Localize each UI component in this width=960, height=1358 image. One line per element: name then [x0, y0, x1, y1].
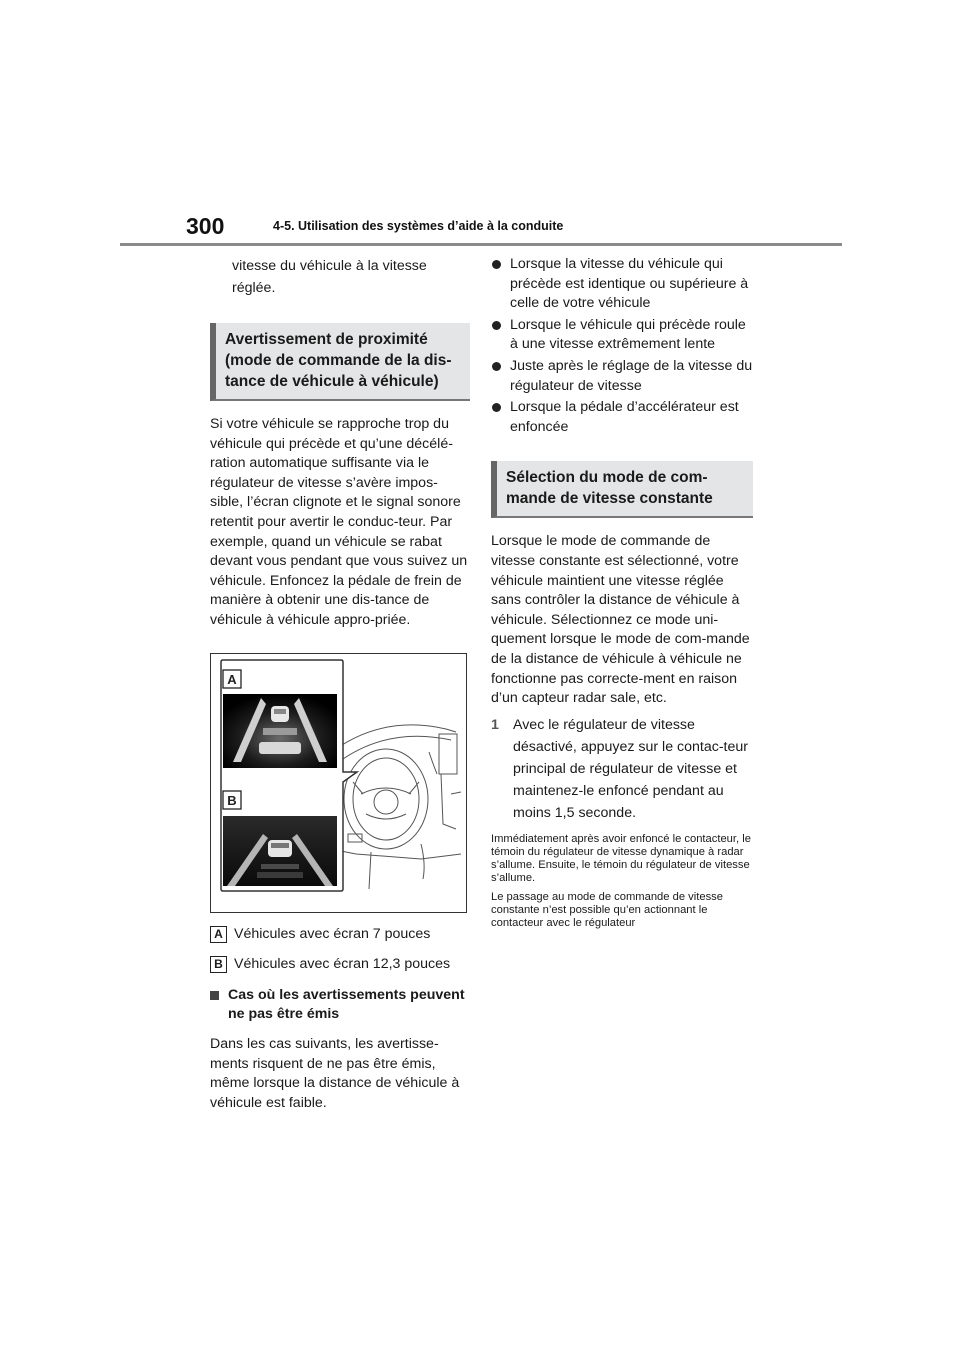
legend-text-b: Véhicules avec écran 12,3 pouces [234, 956, 451, 973]
figure-label-a: A [227, 671, 237, 687]
legend-row-a [210, 925, 470, 945]
list-item: Lorsque le véhicule qui précède roule à une vitesse extrêmement lente [491, 316, 753, 355]
subheading-warnings-not-issued [210, 986, 470, 1025]
constant-speed-paragraph: Lorsque le mode de commande de vitesse constante est sélectionné, votre véhicule maintient une vitesse réglée sans contrôler la distance de véhicule à véhicule. Sélectionnez ce mode uni-quement lorsque le mode de com-mande de la distance de véhicule à véhicule ne fonctionne pas correcte-ment en raison d’un capteur radar sale, etc. [491, 533, 750, 707]
legend-row-b [210, 955, 470, 975]
conditions-list [491, 255, 753, 437]
heading-proximity-warning: Avertissement de proximité (mode de commande de la dis-tance de véhicule à véhicule) [210, 323, 470, 401]
left-column [210, 255, 470, 1113]
list-item: Juste après le réglage de la vitesse du régulateur de vitesse [491, 357, 753, 396]
figure-label-b: B [227, 792, 237, 808]
legend-badge-b: B [210, 956, 227, 973]
heading-constant-speed-mode: Sélection du mode de com-mande de vitesse constante [491, 461, 753, 518]
warnings-paragraph: Dans les cas suivants, les avertisse-ments risquent de ne pas être émis, même lorsque la distance de véhicule à véhicule est faible. [210, 1035, 460, 1111]
list-item: Lorsque la pédale d’accélérateur est enfoncée [491, 398, 753, 437]
note-switch: Le passage au mode de commande de vitesse constante n’est possible qu’en actionnant le contacteur avec le régulateur [491, 890, 723, 929]
subheading-text: Cas où les avertissements peuvent ne pas être émis [228, 986, 465, 1023]
section-title: 4-5. Utilisation des systèmes d’aide à la conduite [273, 219, 564, 233]
legend-badge-a: A [210, 926, 227, 943]
right-column [491, 255, 753, 930]
step-number: 1 [491, 716, 499, 733]
continuation-text: vitesse du véhicule à la vitesse réglée. [232, 258, 427, 296]
note-indicator: Immédiatement après avoir enfoncé le contacteur, le témoin du régulateur de vitesse dynamique à radar s’allume. Ensuite, le témoin du régulateur de vitesse s’allume. [491, 832, 751, 884]
step-text: Avec le régulateur de vitesse désactivé, appuyez sur le contac-teur principal de régulateur de vitesse et maintenez-le enfoncé pendant au moins 1,5 seconde. [513, 716, 749, 821]
proximity-paragraph: Si votre véhicule se rapproche trop du véhicule qui précède et qu’une décélé-ration automatique suffisante via le régulateur de vitesse s’avère impos-sible, l’écran clignote et le signal sonore retentit pour avertir le conduc-teur. Par exemple, quand un véhicule se rabat devant vous pendant que vous suivez un véhicule. Enfoncez la pédale de frein de manière à obtenir une dis-tance de véhicule à véhicule appro-priée. [210, 416, 468, 628]
display-illustration [210, 653, 467, 913]
page-number: 300 [186, 213, 225, 239]
square-bullet-icon [210, 991, 219, 1000]
legend-text-a: Véhicules avec écran 7 pouces [234, 925, 431, 942]
list-item: Lorsque la vitesse du véhicule qui précède est identique ou supérieure à celle de votre véhicule [491, 255, 753, 314]
screen-7-inch [223, 694, 337, 768]
steering-wheel-drawing [329, 724, 461, 888]
screen-12-3-inch [223, 816, 337, 886]
dashboard-svg [211, 654, 466, 912]
figure-legend [210, 925, 470, 975]
step-1 [491, 714, 753, 824]
header-rule [120, 243, 842, 246]
